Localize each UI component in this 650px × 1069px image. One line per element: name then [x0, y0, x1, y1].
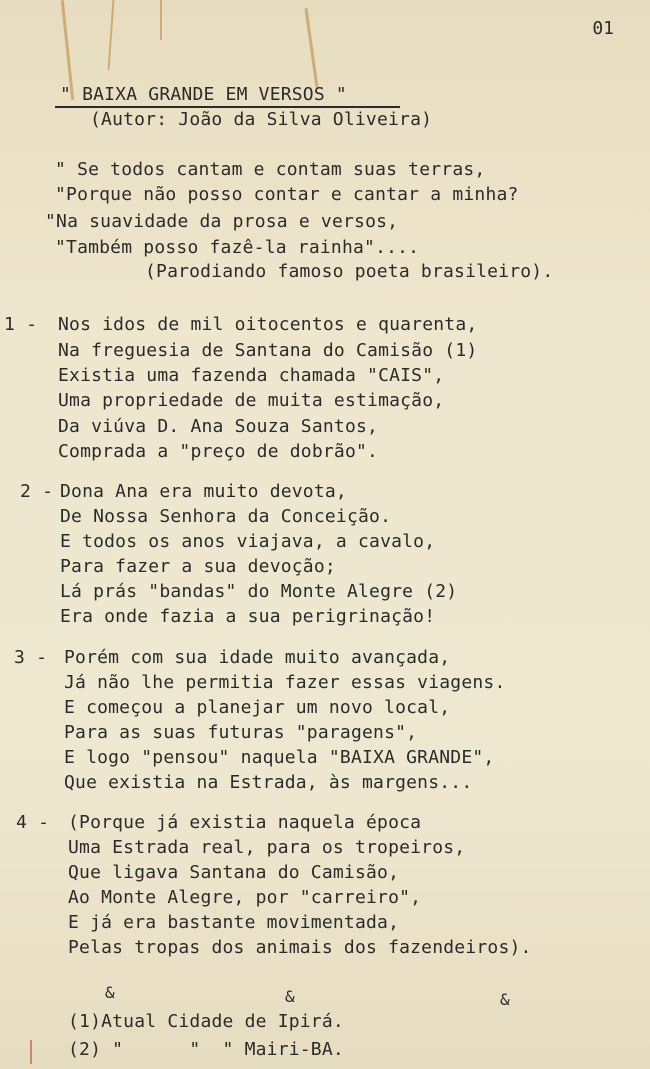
author-line: (Autor: João da Silva Oliveira) — [90, 109, 433, 130]
stanza-line: Uma propriedade de muita estimação, — [58, 390, 445, 411]
stanza-line: E todos os anos viajava, a cavalo, — [60, 531, 436, 552]
stanza-number: 4 - — [16, 812, 50, 833]
stanza-line: Que existia na Estrada, às margens... — [64, 772, 473, 793]
stanza-line: E logo "pensou" naquela "BAIXA GRANDE", — [64, 747, 495, 768]
title-underline — [55, 106, 400, 108]
stain-mark — [160, 0, 162, 40]
stanza-line: Uma Estrada real, para os tropeiros, — [68, 837, 466, 858]
footnote: (1)Atual Cidade de Ipirá. — [68, 1011, 344, 1032]
stanza-line: E já era bastante movimentada, — [68, 912, 400, 933]
stanza-number: 1 - — [4, 314, 38, 335]
separator-ampersand: & — [105, 983, 115, 1002]
stanza-line: Pelas tropas dos animais dos fazendeiros). — [68, 937, 532, 958]
intro-line: "Na suavidade da prosa e versos, — [45, 211, 399, 232]
stanza-line: Nos idos de mil oitocentos e quarenta, — [58, 314, 478, 335]
stain-mark — [108, 0, 115, 70]
intro-line: "Também posso fazê-la rainha".... — [55, 237, 420, 258]
stanza-line: De Nossa Senhora da Conceição. — [60, 506, 392, 527]
stanza-number: 3 - — [14, 647, 48, 668]
stanza-line: Porém com sua idade muito avançada, — [64, 647, 451, 668]
ink-mark — [30, 1040, 32, 1064]
stain-mark — [304, 8, 318, 88]
stanza-line: Era onde fazia a sua perigrinação! — [60, 606, 436, 627]
stanza-line: Lá prás "bandas" do Monte Alegre (2) — [60, 581, 458, 602]
stanza-line: Que ligava Santana do Camisão, — [68, 862, 400, 883]
stanza-line: Comprada a "preço de dobrão". — [58, 441, 379, 462]
separator-ampersand: & — [285, 987, 295, 1006]
intro-line: " Se todos cantam e contam suas terras, — [55, 159, 486, 180]
stanza-line: Para fazer a sua devoção; — [60, 556, 336, 577]
stanza-number: 2 - — [20, 481, 54, 502]
stanza-line: (Porque já existia naquela época — [68, 812, 422, 833]
document-title: " BAIXA GRANDE EM VERSOS " — [60, 84, 347, 105]
stanza-line: Da viúva D. Ana Souza Santos, — [58, 416, 379, 437]
stanza-line: E começou a planejar um novo local, — [64, 697, 451, 718]
stanza-line: Na freguesia de Santana do Camisão (1) — [58, 340, 478, 361]
stanza-line: Existia uma fazenda chamada "CAIS", — [58, 365, 445, 386]
intro-line: "Porque não posso contar e cantar a minha? — [55, 184, 519, 205]
stanza-line: Já não lhe permitia fazer essas viagens. — [64, 672, 506, 693]
page-number: 01 — [592, 18, 614, 39]
intro-attribution: (Parodiando famoso poeta brasileiro). — [145, 261, 554, 282]
footnote: (2) " " " Mairi-BA. — [68, 1039, 344, 1060]
stanza-line: Ao Monte Alegre, por "carreiro", — [68, 887, 422, 908]
stanza-line: Dona Ana era muito devota, — [60, 481, 347, 502]
separator-ampersand: & — [500, 990, 510, 1009]
stanza-line: Para as suas futuras "paragens", — [64, 722, 418, 743]
